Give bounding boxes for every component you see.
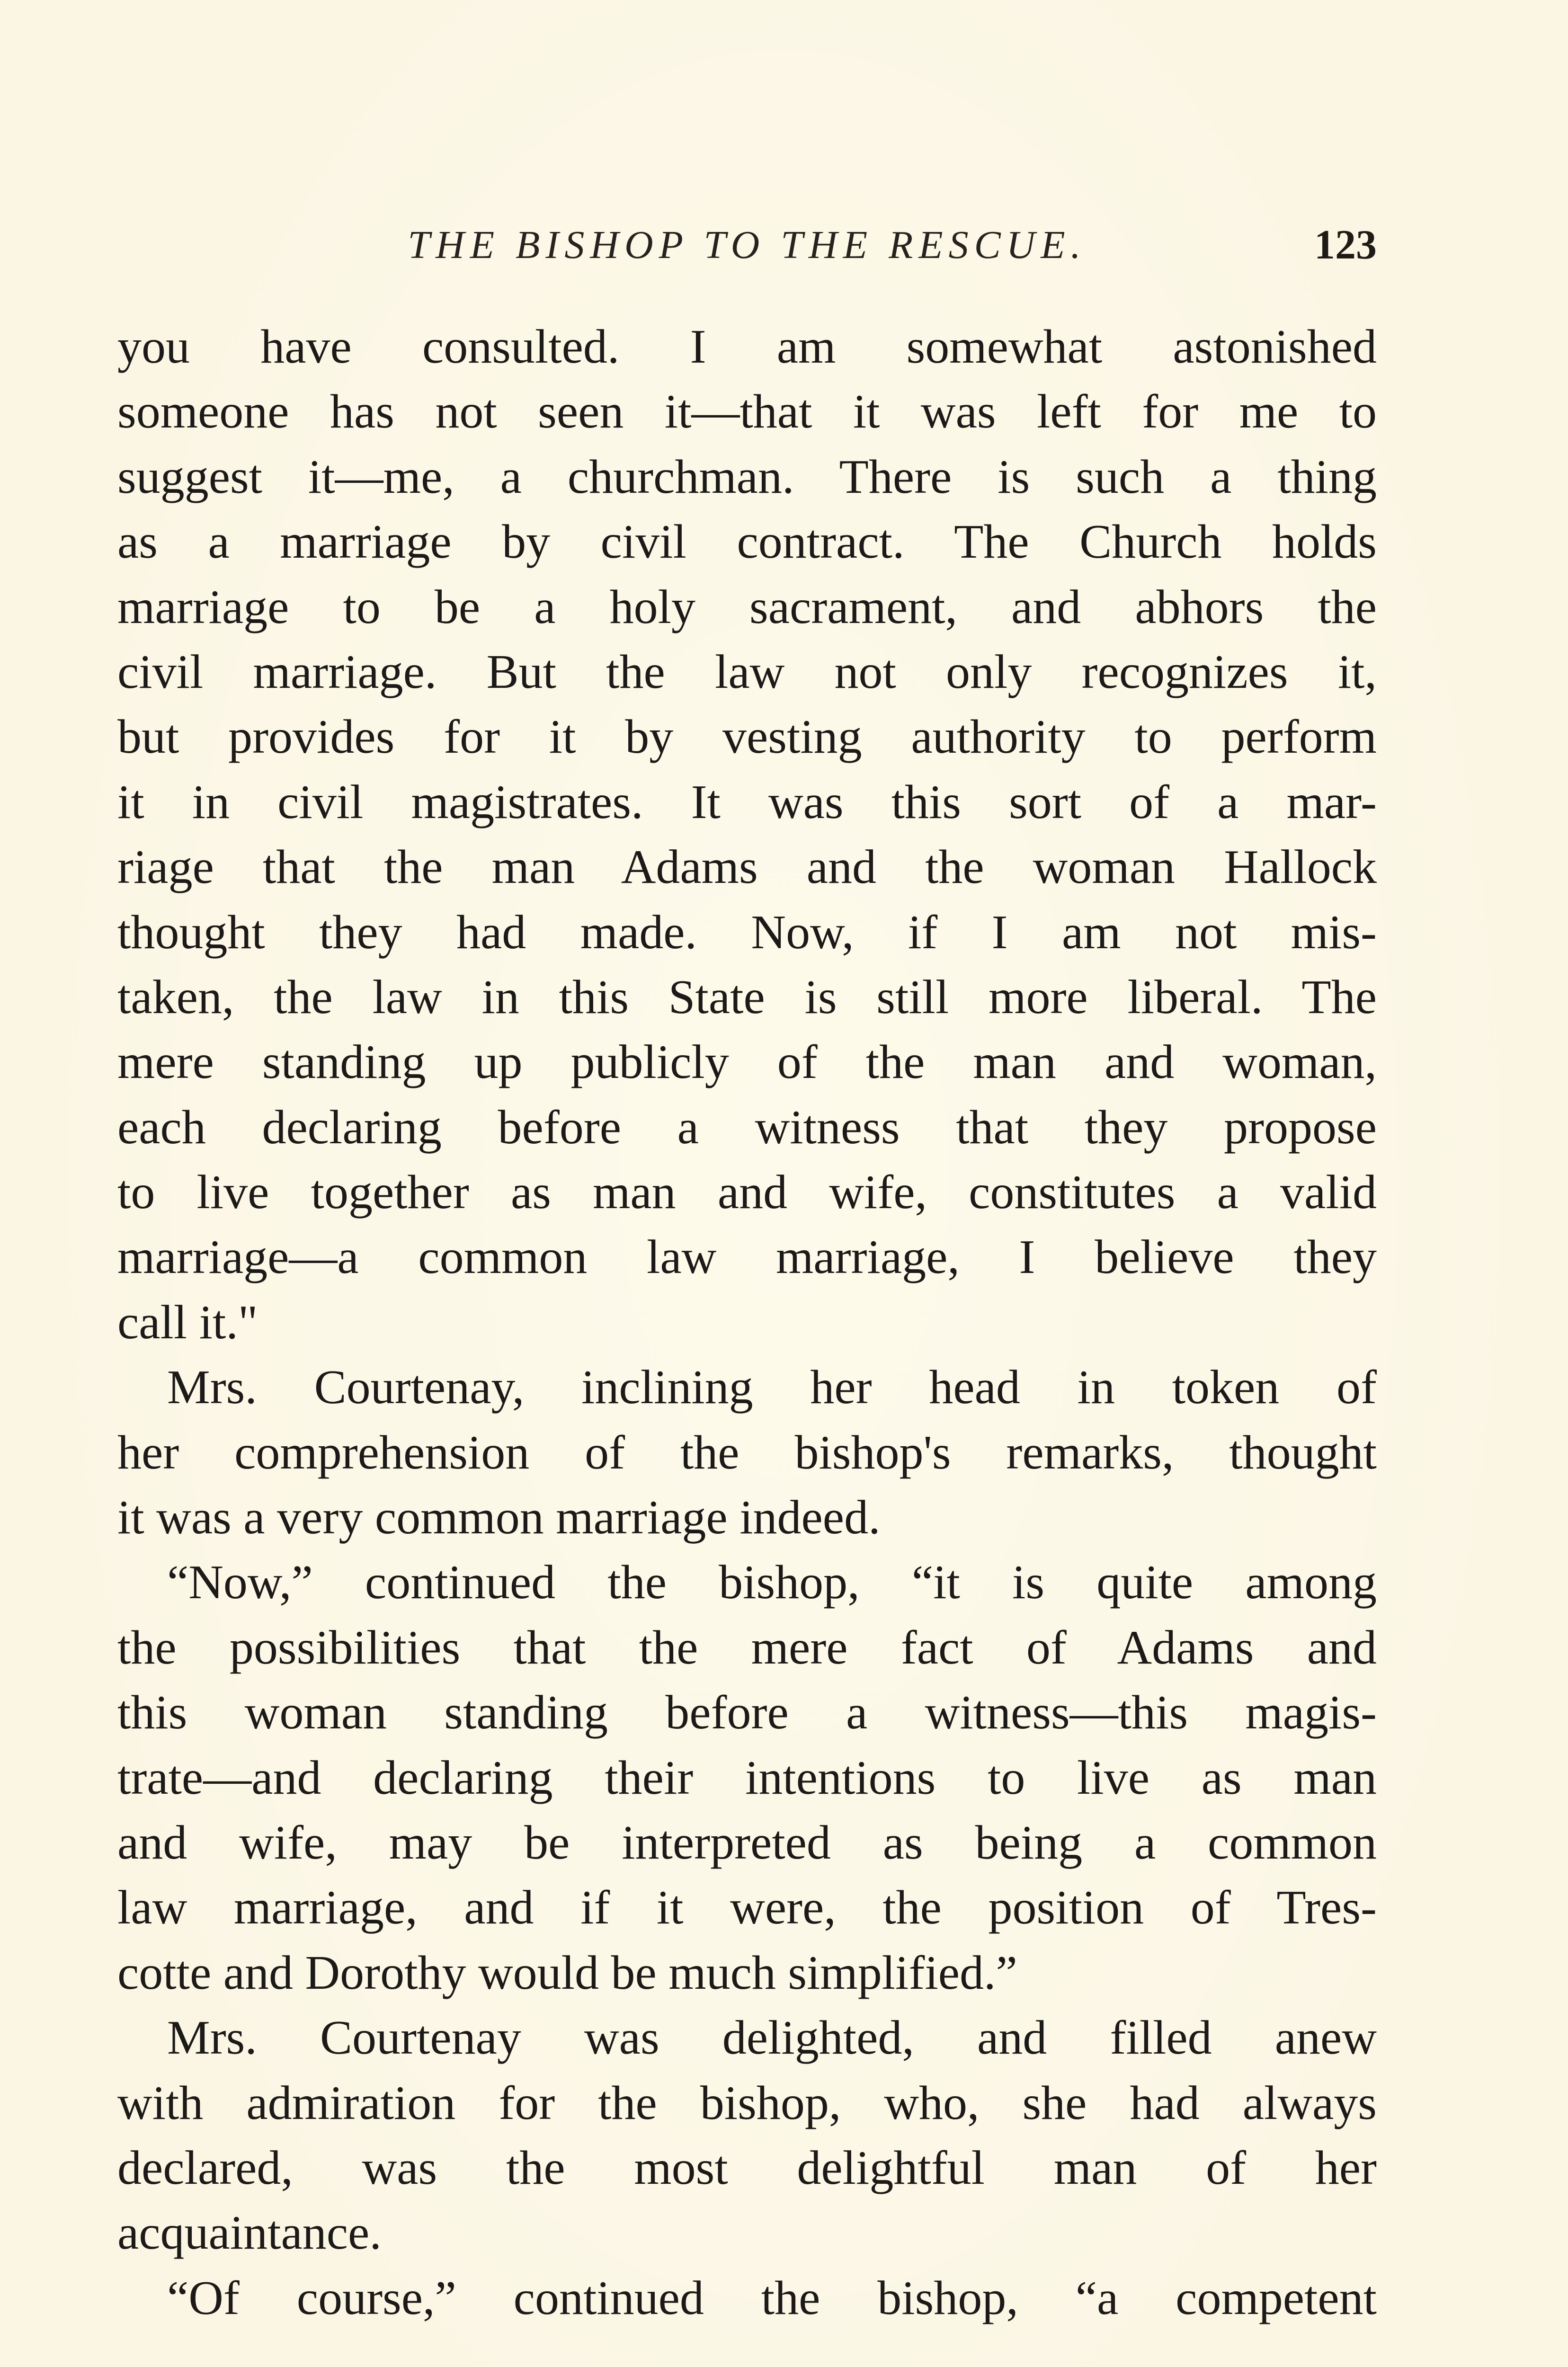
text-line: the possibilities that the mere fact of Adams and [117,1620,1377,1674]
text-line: Mrs. Courtenay was delighted, and filled anew [167,2011,1377,2065]
text-line: Mrs. Courtenay, inclining her head in token of [167,1361,1377,1415]
text-line: this woman standing before a witness—this magis- [117,1686,1377,1740]
text-line: law marriage, and if it were, the position of Tres- [117,1881,1377,1935]
text-line: marriage to be a holy sacrament, and abhors the [117,580,1377,634]
text-line: thought they had made. Now, if I am not mis- [117,905,1377,959]
text-line: declared, was the most delightful man of her [117,2141,1377,2195]
body-text [117,314,1377,2331]
text-line: “Now,” continued the bishop, “it is quite among [167,1556,1377,1610]
text-line: you have consulted. I am somewhat astonished [117,320,1377,374]
text-line: with admiration for the bishop, who, she had always [117,2076,1377,2130]
text-line: her comprehension of the bishop's remarks, thought [117,1425,1377,1479]
running-head [117,217,1377,274]
text-line: civil marriage. But the law not only recognizes it, [117,645,1377,699]
text-line: acquaintance. [117,2206,382,2260]
text-line: cotte and Dorothy would be much simplified.” [117,1946,1017,2000]
page-number: 123 [1314,222,1377,268]
text-line: it in civil magistrates. It was this sort of a mar- [117,775,1377,829]
text-line: “Of course,” continued the bishop, “a competent [167,2271,1377,2325]
text-line: and wife, may be interpreted as being a common [117,1815,1377,1869]
text-line: marriage—a common law marriage, I believe they [117,1230,1377,1284]
text-line: it was a very common marriage indeed. [117,1491,881,1545]
text-line: as a marriage by civil contract. The Church holds [117,515,1377,569]
text-line: taken, the law in this State is still more liberal. The [117,970,1377,1024]
text-line: trate—and declaring their intentions to live as man [117,1751,1377,1805]
text-line: mere standing up publicly of the man and woman, [117,1035,1377,1089]
running-title: THE BISHOP TO THE RESCUE. [408,223,1087,267]
text-line: riage that the man Adams and the woman Hallock [117,840,1377,894]
text-line: to live together as man and wife, constitutes a valid [117,1166,1377,1219]
text-line: each declaring before a witness that they propose [117,1100,1377,1154]
text-line: someone has not seen it—that it was left for me to [117,385,1377,439]
text-line: suggest it—me, a churchman. There is such a thing [117,450,1377,504]
text-line: but provides for it by vesting authority to perform [117,710,1377,764]
text-line: call it." [117,1295,258,1349]
